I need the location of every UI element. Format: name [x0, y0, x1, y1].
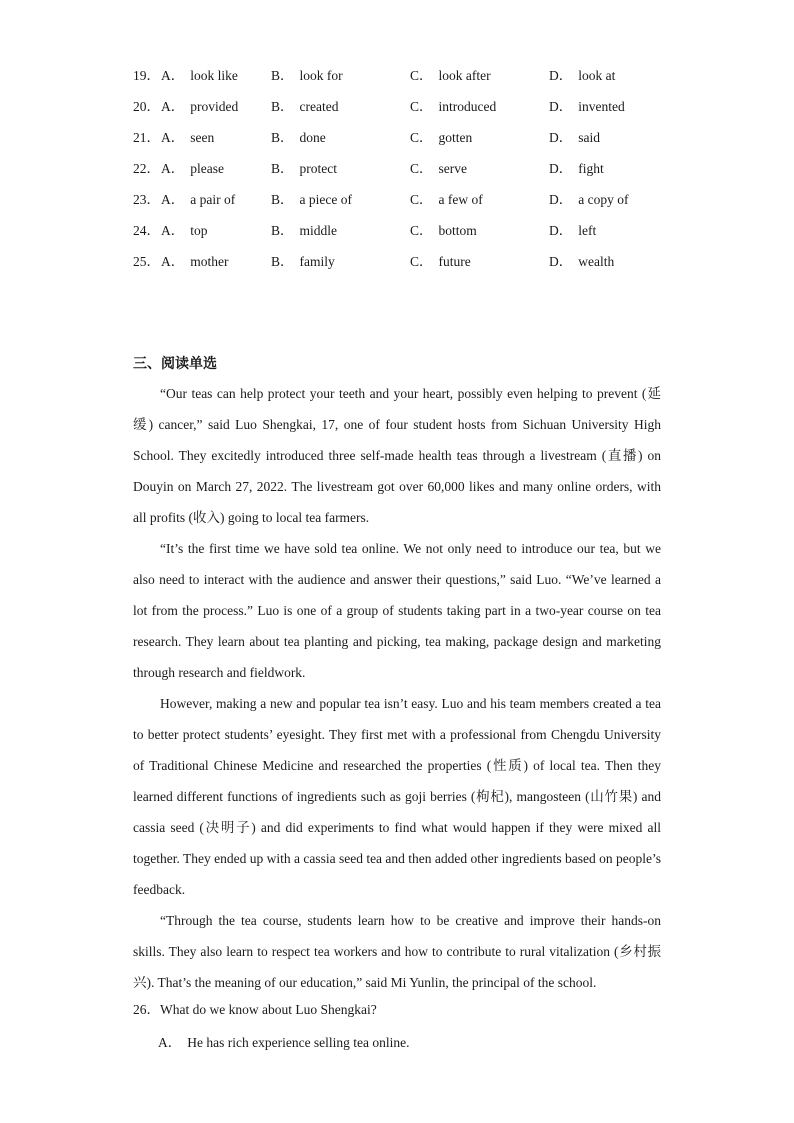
option-choice[interactable]	[271, 221, 337, 241]
question-number: 19．	[133, 68, 160, 83]
choice-letter: C．	[410, 254, 433, 269]
choice-text: created	[299, 99, 339, 114]
choice-letter: D．	[549, 99, 573, 114]
choice-text: look at	[578, 68, 616, 83]
choice-letter: C．	[410, 161, 433, 176]
choice-letter: D．	[549, 68, 573, 83]
choice-letter: B．	[271, 223, 294, 238]
choice-text: said	[578, 130, 600, 145]
choice-letter: A．	[161, 192, 185, 207]
choice-letter: C．	[410, 192, 433, 207]
choice-text: a copy of	[578, 192, 629, 207]
choice-letter: B．	[271, 161, 294, 176]
option-row	[133, 221, 693, 252]
choice-letter: D．	[549, 161, 573, 176]
choice-letter: A．	[161, 161, 185, 176]
option-choice[interactable]	[549, 159, 604, 179]
choice-letter: D．	[549, 130, 573, 145]
option-choice[interactable]	[271, 66, 343, 86]
question-26: 26．What do we know about Luo Shengkai?	[133, 1002, 377, 1017]
choice-text: middle	[299, 223, 338, 238]
option-grid	[133, 66, 693, 283]
choice-text: introduced	[438, 99, 497, 114]
question-number: 22．	[133, 161, 160, 176]
section-title: 三、阅读单选	[133, 356, 217, 372]
choice-letter: C．	[410, 99, 433, 114]
choice-text: look after	[438, 68, 491, 83]
choice-text: wealth	[578, 254, 615, 269]
passage-paragraph-4: “Through the tea course, students learn how to be creative and improve their hands-on skills. They also learn to respect tea workers and how to contribute to rural vitalization (乡村振兴). That’s the meaning of our education,” said Mi Yunlin, the principal of the school.	[133, 913, 661, 990]
option-row	[133, 159, 693, 190]
option-choice[interactable]	[549, 221, 596, 241]
choice-text: provided	[190, 99, 239, 114]
option-choice[interactable]	[410, 190, 483, 210]
choice-letter: B．	[271, 99, 294, 114]
option-choice[interactable]	[161, 190, 235, 210]
choice-text: done	[299, 130, 326, 145]
option-choice[interactable]	[410, 252, 471, 272]
option-choice[interactable]	[271, 128, 326, 148]
answer-text: He has rich experience selling tea online.	[187, 1035, 410, 1050]
choice-letter: C．	[410, 130, 433, 145]
question-number: 20．	[133, 99, 160, 114]
choice-text: left	[578, 223, 597, 238]
choice-letter: A．	[161, 223, 185, 238]
choice-letter: B．	[271, 192, 294, 207]
option-choice[interactable]	[549, 128, 600, 148]
option-row	[133, 97, 693, 128]
option-choice[interactable]	[410, 97, 496, 117]
option-choice[interactable]	[549, 190, 628, 210]
question-number: 24．	[133, 223, 160, 238]
choice-letter: A．	[161, 68, 185, 83]
option-choice[interactable]	[271, 190, 352, 210]
option-choice[interactable]	[161, 97, 238, 117]
passage-paragraph-3: However, making a new and popular tea isn’t easy. Luo and his team members created a tea to better protect students’ eyesight. They first met with a professional from Chengdu University of Traditional Chinese Medicine and researched the properties (性质) of local tea. Then they learned different functions of ingredients such as goji berries (枸杞), mangosteen (山竹果) and cassia seed (决明子) and did experiments to find what would happen if they were mixed all together. They ended up with a cassia seed tea and then added other ingredients based on people’s feedback.	[133, 696, 661, 897]
reading-passage	[133, 378, 661, 998]
option-choice[interactable]	[161, 252, 229, 272]
choice-letter: D．	[549, 254, 573, 269]
choice-letter: D．	[549, 223, 573, 238]
choice-letter: B．	[271, 68, 294, 83]
option-choice[interactable]	[549, 97, 625, 117]
choice-letter: B．	[271, 254, 294, 269]
choice-text: bottom	[438, 223, 477, 238]
passage-paragraph-2: “It’s the first time we have sold tea online. We not only need to introduce our tea, but we also need to interact with the audience and answer their questions,” said Luo. “We’ve learned a lot from the process.” Luo is one of a group of students taking part in a two-year course on tea research. They learn about tea planting and picking, tea making, package design and marketing through research and fieldwork.	[133, 541, 661, 680]
option-choice[interactable]	[410, 159, 467, 179]
choice-text: top	[190, 223, 208, 238]
option-row	[133, 252, 693, 283]
option-choice[interactable]	[549, 66, 615, 86]
option-choice[interactable]	[271, 97, 338, 117]
choice-text: a few of	[438, 192, 483, 207]
choice-letter: C．	[410, 223, 433, 238]
option-row	[133, 66, 693, 97]
choice-text: look like	[190, 68, 238, 83]
choice-text: invented	[578, 99, 625, 114]
choice-letter: B．	[271, 130, 294, 145]
choice-text: a piece of	[299, 192, 352, 207]
question-number: 25．	[133, 254, 160, 269]
choice-letter: A．	[161, 254, 185, 269]
choice-letter: D．	[549, 192, 573, 207]
option-row	[133, 190, 693, 221]
option-choice[interactable]	[410, 66, 491, 86]
option-choice[interactable]	[271, 252, 335, 272]
choice-letter: A．	[161, 130, 185, 145]
choice-text: family	[299, 254, 335, 269]
option-choice[interactable]	[161, 221, 208, 241]
option-choice[interactable]	[161, 159, 224, 179]
choice-letter: C．	[410, 68, 433, 83]
choice-text: serve	[438, 161, 467, 176]
option-choice[interactable]	[161, 66, 238, 86]
passage-paragraph-1: “Our teas can help protect your teeth and your heart, possibly even helping to prevent (延缓) cancer,” said Luo Shengkai, 17, one of four student hosts from Sichuan University High School. They excitedly introduced three self-made health teas through a livestream (直播) on Douyin on March 27, 2022. The livestream got over 60,000 likes and many online orders, with all profits (收入) going to local tea farmers.	[133, 386, 661, 525]
choice-text: look for	[299, 68, 343, 83]
option-choice[interactable]	[410, 128, 472, 148]
choice-text: protect	[299, 161, 337, 176]
option-choice[interactable]	[161, 128, 214, 148]
answer-letter: A．	[158, 1035, 182, 1050]
option-choice[interactable]	[549, 252, 614, 272]
choice-text: a pair of	[190, 192, 236, 207]
choice-text: please	[190, 161, 224, 176]
choice-text: seen	[190, 130, 215, 145]
answer-option-a[interactable]	[158, 1033, 410, 1053]
question-number: 23．	[133, 192, 160, 207]
question-number: 21．	[133, 130, 160, 145]
choice-text: gotten	[438, 130, 473, 145]
choice-letter: A．	[161, 99, 185, 114]
choice-text: mother	[190, 254, 229, 269]
choice-text: future	[438, 254, 471, 269]
option-row	[133, 128, 693, 159]
option-choice[interactable]	[271, 159, 337, 179]
option-choice[interactable]	[410, 221, 477, 241]
choice-text: fight	[578, 161, 604, 176]
